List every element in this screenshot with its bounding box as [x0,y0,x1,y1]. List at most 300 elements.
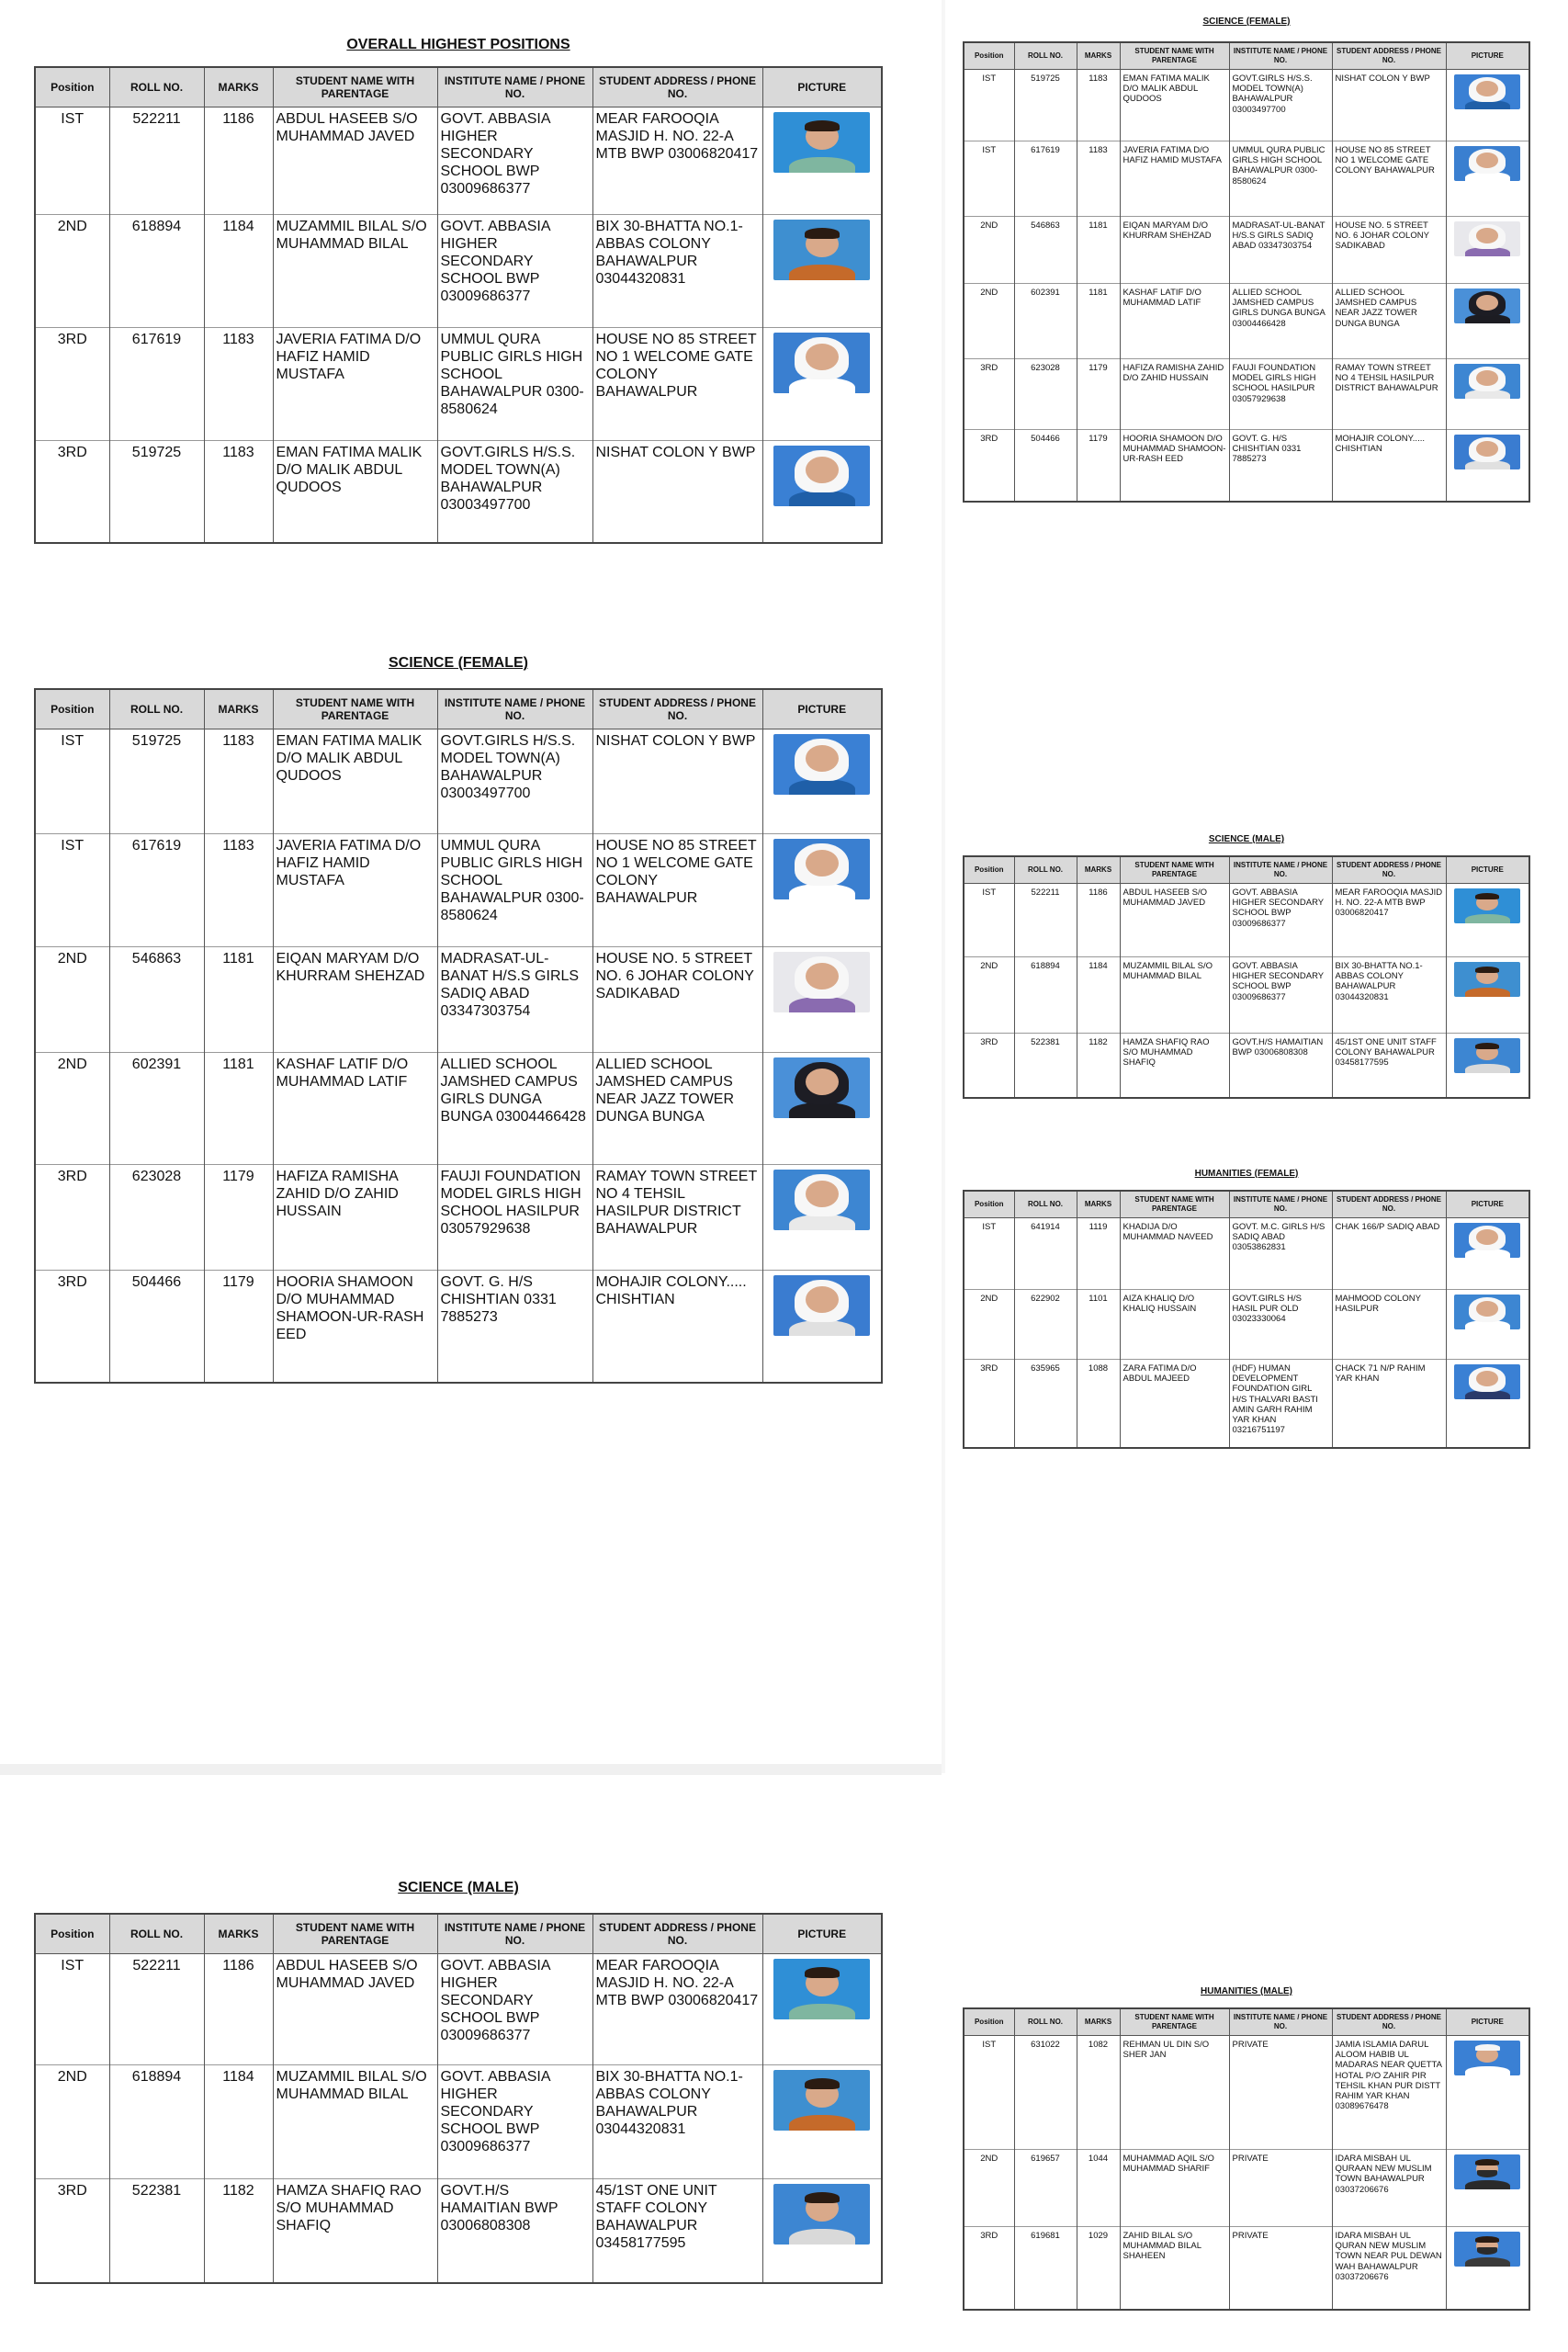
picture-cell [762,328,882,441]
picture-cell [1446,141,1529,217]
student-photo [1454,435,1520,469]
marks-cell: 1186 [1077,884,1120,957]
table-row [35,947,882,1053]
table-row [964,2227,1529,2310]
institute-cell: ALLIED SCHOOL JAMSHED CAMPUS GIRLS DUNGA BUNGA 03004466428 [437,1053,592,1165]
header-address: STUDENT ADDRESS / PHONE NO. [1332,2008,1446,2036]
position-cell: 2ND [35,1053,109,1165]
institute-cell: PRIVATE [1229,2150,1332,2227]
header-roll-no: ROLL NO. [1014,1191,1077,1218]
table-row [35,1954,882,2065]
student-name-cell: EIQAN MARYAM D/O KHURRAM SHEHZAD [273,947,437,1053]
address-cell: BIX 30-BHATTA NO.1-ABBAS COLONY BAHAWALPUR 03044320831 [1332,957,1446,1034]
student-name-cell: JAVERIA FATIMA D/O HAFIZ HAMID MUSTAFA [1120,141,1229,217]
institute-cell: FAUJI FOUNDATION MODEL GIRLS HIGH SCHOOL HASILPUR 03057929638 [437,1165,592,1271]
position-cell: 2ND [964,2150,1014,2227]
marks-cell: 1183 [1077,141,1120,217]
roll-no-cell: 618894 [109,215,204,328]
institute-cell: GOVT.GIRLS H/S.S. MODEL TOWN(A) BAHAWALPUR 03003497700 [1229,70,1332,141]
header-row [964,42,1529,70]
roll-no-cell: 617619 [109,834,204,947]
roll-no-cell: 522381 [1014,1034,1077,1098]
student-photo [773,734,870,795]
humanities-male-panel [963,1986,1530,2311]
student-name-cell: ZARA FATIMA D/O ABDUL MAJEED [1120,1360,1229,1448]
position-cell: 2ND [964,1290,1014,1360]
student-name-cell: ABDUL HASEEB S/O MUHAMMAD JAVED [273,1954,437,2065]
institute-cell: GOVT. ABBASIA HIGHER SECONDARY SCHOOL BWP 03009686377 [1229,957,1332,1034]
header-institute: INSTITUTE NAME / PHONE NO. [1229,2008,1332,2036]
marks-cell: 1082 [1077,2036,1120,2150]
table-row [964,430,1529,502]
panel-title: SCIENCE (FEMALE) [389,655,528,671]
header-position: Position [964,2008,1014,2036]
marks-cell: 1088 [1077,1360,1120,1448]
student-name-cell: MUZAMMIL BILAL S/O MUHAMMAD BILAL [273,215,437,328]
institute-cell: GOVT. ABBASIA HIGHER SECONDARY SCHOOL BWP 03009686377 [437,1954,592,2065]
panel-title: SCIENCE (MALE) [398,1880,519,1895]
address-cell: HOUSE NO 85 STREET NO 1 WELCOME GATE COLONY BAHAWALPUR [1332,141,1446,217]
roll-no-cell: 623028 [109,1165,204,1271]
roll-no-cell: 618894 [109,2065,204,2179]
panel-title: HUMANITIES (MALE) [1201,1986,1292,1996]
table-row [964,1218,1529,1290]
roll-no-cell: 522211 [109,1954,204,2065]
institute-cell: GOVT. M.C. GIRLS H/S SADIQ ABAD 03053862831 [1229,1218,1332,1290]
address-cell: HOUSE NO 85 STREET NO 1 WELCOME GATE COLONY BAHAWALPUR [592,834,762,947]
header-address: STUDENT ADDRESS / PHONE NO. [592,689,762,729]
marks-cell: 1181 [1077,284,1120,359]
table-row [35,834,882,947]
table-row [35,2179,882,2283]
student-photo [773,1959,870,2019]
table-row [35,328,882,441]
address-cell: IDARA MISBAH UL QURAAN NEW MUSLIM TOWN BAHAWALPUR 03037206676 [1332,2150,1446,2227]
header-marks: MARKS [204,1914,273,1954]
institute-cell: GOVT.H/S HAMAITIAN BWP 03006808308 [1229,1034,1332,1098]
marks-cell: 1184 [204,215,273,328]
student-name-cell: EMAN FATIMA MALIK D/O MALIK ABDUL QUDOOS [273,441,437,543]
picture-cell [1446,430,1529,502]
roll-no-cell: 522211 [1014,884,1077,957]
header-student-name: STUDENT NAME WITH PARENTAGE [1120,42,1229,70]
address-cell: MOHAJIR COLONY..... CHISHTIAN [592,1271,762,1383]
marks-cell: 1044 [1077,2150,1120,2227]
address-cell: CHAK 166/P SADIQ ABAD [1332,1218,1446,1290]
institute-cell: GOVT.H/S HAMAITIAN BWP 03006808308 [437,2179,592,2283]
roll-no-cell: 618894 [1014,957,1077,1034]
header-picture: PICTURE [762,67,882,107]
table-row [964,217,1529,284]
position-cell: 3RD [964,2227,1014,2310]
header-roll-no: ROLL NO. [109,67,204,107]
picture-cell [1446,2227,1529,2310]
header-row [964,1191,1529,1218]
roll-no-cell: 623028 [1014,359,1077,430]
student-name-cell: AIZA KHALIQ D/O KHALIQ HUSSAIN [1120,1290,1229,1360]
address-cell: MEAR FAROOQIA MASJID H. NO. 22-A MTB BWP 03006820417 [592,1954,762,2065]
position-cell: 2ND [964,284,1014,359]
results-table [963,2007,1530,2311]
panel-title: SCIENCE (MALE) [1208,834,1285,844]
marks-cell: 1183 [204,441,273,543]
picture-cell [762,947,882,1053]
table-row [35,107,882,215]
marks-cell: 1101 [1077,1290,1120,1360]
header-position: Position [35,67,109,107]
overall-highest-panel [34,37,883,544]
student-photo [773,1057,870,1118]
student-photo [773,446,870,506]
header-marks: MARKS [204,689,273,729]
student-photo [1454,1223,1520,1258]
institute-cell: GOVT. G. H/S CHISHTIAN 0331 7885273 [437,1271,592,1383]
picture-cell [762,729,882,834]
header-address: STUDENT ADDRESS / PHONE NO. [1332,856,1446,884]
header-picture: PICTURE [762,689,882,729]
institute-cell: GOVT. ABBASIA HIGHER SECONDARY SCHOOL BWP 03009686377 [1229,884,1332,957]
student-photo [1454,74,1520,109]
table-row [964,359,1529,430]
address-cell: RAMAY TOWN STREET NO 4 TEHSIL HASILPUR DISTRICT BAHAWALPUR [1332,359,1446,430]
student-name-cell: HAMZA SHAFIQ RAO S/O MUHAMMAD SHAFIQ [1120,1034,1229,1098]
science-female-panel [34,655,883,1384]
position-cell: 3RD [964,359,1014,430]
marks-cell: 1029 [1077,2227,1120,2310]
results-table [963,855,1530,1099]
table-row [964,1360,1529,1448]
institute-cell: GOVT.GIRLS H/S.S. MODEL TOWN(A) BAHAWALPUR 03003497700 [437,729,592,834]
marks-cell: 1184 [1077,957,1120,1034]
header-picture: PICTURE [1446,42,1529,70]
student-name-cell: MUHAMMAD AQIL S/O MUHAMMAD SHARIF [1120,2150,1229,2227]
picture-cell [762,215,882,328]
address-cell: RAMAY TOWN STREET NO 4 TEHSIL HASILPUR DISTRICT BAHAWALPUR [592,1165,762,1271]
address-cell: HOUSE NO. 5 STREET NO. 6 JOHAR COLONY SADIKABAD [1332,217,1446,284]
table-row [964,141,1529,217]
header-student-name: STUDENT NAME WITH PARENTAGE [273,67,437,107]
header-picture: PICTURE [762,1914,882,1954]
address-cell: HOUSE NO 85 STREET NO 1 WELCOME GATE COLONY BAHAWALPUR [592,328,762,441]
header-institute: INSTITUTE NAME / PHONE NO. [437,689,592,729]
position-cell: IST [35,1954,109,2065]
position-cell: 3RD [964,1360,1014,1448]
table-row [35,1165,882,1271]
institute-cell: FAUJI FOUNDATION MODEL GIRLS HIGH SCHOOL HASILPUR 03057929638 [1229,359,1332,430]
roll-no-cell: 619657 [1014,2150,1077,2227]
institute-cell: UMMUL QURA PUBLIC GIRLS HIGH SCHOOL BAHAWALPUR 0300-8580624 [437,834,592,947]
institute-cell: GOVT.GIRLS H/S.S. MODEL TOWN(A) BAHAWALPUR 03003497700 [437,441,592,543]
picture-cell [762,834,882,947]
roll-no-cell: 617619 [109,328,204,441]
header-address: STUDENT ADDRESS / PHONE NO. [1332,42,1446,70]
position-cell: 2ND [35,2065,109,2179]
marks-cell: 1181 [204,1053,273,1165]
header-student-name: STUDENT NAME WITH PARENTAGE [273,1914,437,1954]
roll-no-cell: 504466 [109,1271,204,1383]
humanities-female-panel [963,1169,1530,1449]
header-institute: INSTITUTE NAME / PHONE NO. [1229,856,1332,884]
header-row [35,689,882,729]
header-institute: INSTITUTE NAME / PHONE NO. [437,67,592,107]
address-cell: MOHAJIR COLONY..... CHISHTIAN [1332,430,1446,502]
table-row [964,1034,1529,1098]
picture-cell [1446,1034,1529,1098]
institute-cell: PRIVATE [1229,2227,1332,2310]
header-roll-no: ROLL NO. [1014,856,1077,884]
table-row [35,2065,882,2179]
picture-cell [1446,217,1529,284]
marks-cell: 1179 [204,1271,273,1383]
institute-cell: GOVT. G. H/S CHISHTIAN 0331 7885273 [1229,430,1332,502]
picture-cell [1446,2036,1529,2150]
institute-cell: GOVT.GIRLS H/S HASIL PUR OLD 03023330064 [1229,1290,1332,1360]
position-cell: 3RD [35,2179,109,2283]
address-cell: BIX 30-BHATTA NO.1-ABBAS COLONY BAHAWALPUR 03044320831 [592,215,762,328]
table-row [35,441,882,543]
picture-cell [1446,957,1529,1034]
roll-no-cell: 504466 [1014,430,1077,502]
picture-cell [762,2179,882,2283]
roll-no-cell: 622902 [1014,1290,1077,1360]
student-name-cell: REHMAN UL DIN S/O SHER JAN [1120,2036,1229,2150]
header-address: STUDENT ADDRESS / PHONE NO. [592,1914,762,1954]
position-cell: IST [964,2036,1014,2150]
marks-cell: 1183 [204,834,273,947]
picture-cell [1446,70,1529,141]
header-marks: MARKS [1077,1191,1120,1218]
header-student-name: STUDENT NAME WITH PARENTAGE [1120,2008,1229,2036]
marks-cell: 1181 [1077,217,1120,284]
student-photo [1454,888,1520,923]
student-photo [773,839,870,899]
roll-no-cell: 519725 [109,729,204,834]
address-cell: 45/1ST ONE UNIT STAFF COLONY BAHAWALPUR 03458177595 [1332,1034,1446,1098]
header-address: STUDENT ADDRESS / PHONE NO. [1332,1191,1446,1218]
picture-cell [762,1954,882,2065]
position-cell: IST [964,884,1014,957]
institute-cell: PRIVATE [1229,2036,1332,2150]
roll-no-cell: 602391 [1014,284,1077,359]
student-name-cell: KASHAF LATIF D/O MUHAMMAD LATIF [273,1053,437,1165]
results-table [963,1190,1530,1449]
address-cell: HOUSE NO. 5 STREET NO. 6 JOHAR COLONY SADIKABAD [592,947,762,1053]
science-male-panel [34,1880,883,2284]
header-institute: INSTITUTE NAME / PHONE NO. [1229,1191,1332,1218]
address-cell: MEAR FAROOQIA MASJID H. NO. 22-A MTB BWP 03006820417 [592,107,762,215]
student-photo [773,220,870,280]
panel-title: OVERALL HIGHEST POSITIONS [346,37,570,52]
header-position: Position [964,1191,1014,1218]
marks-cell: 1183 [204,729,273,834]
marks-cell: 1183 [1077,70,1120,141]
picture-cell [1446,2150,1529,2227]
student-photo [1454,2154,1520,2189]
header-picture: PICTURE [1446,1191,1529,1218]
marks-cell: 1182 [1077,1034,1120,1098]
header-position: Position [35,1914,109,1954]
header-marks: MARKS [1077,856,1120,884]
header-row [35,67,882,107]
header-roll-no: ROLL NO. [1014,42,1077,70]
student-photo [773,952,870,1012]
student-photo [773,2184,870,2245]
student-name-cell: HOORIA SHAMOON D/O MUHAMMAD SHAMOON-UR-RASH EED [273,1271,437,1383]
picture-cell [1446,359,1529,430]
roll-no-cell: 546863 [109,947,204,1053]
position-cell: 3RD [35,1271,109,1383]
institute-cell: (HDF) HUMAN DEVELOPMENT FOUNDATION GIRL H/S THALVARI BASTI AMIN GARH RAHIM YAR KHAN 03216751197 [1229,1360,1332,1448]
picture-cell [762,1053,882,1165]
results-table [963,41,1530,503]
student-name-cell: HAFIZA RAMISHA ZAHID D/O ZAHID HUSSAIN [273,1165,437,1271]
roll-no-cell: 635965 [1014,1360,1077,1448]
student-photo [1454,2041,1520,2075]
table-row [964,884,1529,957]
header-address: STUDENT ADDRESS / PHONE NO. [592,67,762,107]
address-cell: IDARA MISBAH UL QURAN NEW MUSLIM TOWN NEAR PUL DEWAN WAH BAHAWALPUR 03037206676 [1332,2227,1446,2310]
student-name-cell: KHADIJA D/O MUHAMMAD NAVEED [1120,1218,1229,1290]
table-row [964,1290,1529,1360]
table-row [964,957,1529,1034]
header-student-name: STUDENT NAME WITH PARENTAGE [1120,1191,1229,1218]
panel-title: SCIENCE (FEMALE) [1202,17,1291,27]
student-name-cell: JAVERIA FATIMA D/O HAFIZ HAMID MUSTAFA [273,328,437,441]
science-male-small-panel [963,834,1530,1099]
position-cell: 3RD [964,430,1014,502]
header-position: Position [35,689,109,729]
student-name-cell: MUZAMMIL BILAL S/O MUHAMMAD BILAL [1120,957,1229,1034]
roll-no-cell: 546863 [1014,217,1077,284]
position-cell: IST [964,1218,1014,1290]
picture-cell [762,107,882,215]
header-student-name: STUDENT NAME WITH PARENTAGE [1120,856,1229,884]
roll-no-cell: 519725 [109,441,204,543]
results-table [34,66,883,544]
marks-cell: 1179 [204,1165,273,1271]
roll-no-cell: 617619 [1014,141,1077,217]
marks-cell: 1119 [1077,1218,1120,1290]
marks-cell: 1184 [204,2065,273,2179]
picture-cell [762,1271,882,1383]
institute-cell: GOVT. ABBASIA HIGHER SECONDARY SCHOOL BWP 03009686377 [437,215,592,328]
marks-cell: 1181 [204,947,273,1053]
position-cell: 2ND [35,215,109,328]
header-row [35,1914,882,1954]
header-marks: MARKS [1077,2008,1120,2036]
header-position: Position [964,42,1014,70]
header-picture: PICTURE [1446,2008,1529,2036]
header-marks: MARKS [1077,42,1120,70]
results-table [34,1913,883,2284]
institute-cell: UMMUL QURA PUBLIC GIRLS HIGH SCHOOL BAHAWALPUR 0300-8580624 [437,328,592,441]
address-cell: NISHAT COLON Y BWP [592,441,762,543]
marks-cell: 1179 [1077,359,1120,430]
student-photo [773,333,870,393]
picture-cell [1446,884,1529,957]
table-row [35,1271,882,1383]
picture-cell [762,441,882,543]
picture-cell [1446,1290,1529,1360]
header-student-name: STUDENT NAME WITH PARENTAGE [273,689,437,729]
header-institute: INSTITUTE NAME / PHONE NO. [1229,42,1332,70]
table-row [35,215,882,328]
marks-cell: 1182 [204,2179,273,2283]
student-name-cell: HOORIA SHAMOON D/O MUHAMMAD SHAMOON-UR-RASH EED [1120,430,1229,502]
header-row [964,2008,1529,2036]
student-photo [1454,962,1520,997]
institute-cell: UMMUL QURA PUBLIC GIRLS HIGH SCHOOL BAHAWALPUR 0300-8580624 [1229,141,1332,217]
roll-no-cell: 519725 [1014,70,1077,141]
student-name-cell: HAFIZA RAMISHA ZAHID D/O ZAHID HUSSAIN [1120,359,1229,430]
roll-no-cell: 602391 [109,1053,204,1165]
position-cell: 3RD [35,441,109,543]
student-photo [1454,2232,1520,2267]
marks-cell: 1179 [1077,430,1120,502]
position-cell: 3RD [35,328,109,441]
roll-no-cell: 522211 [109,107,204,215]
science-female-small-panel [963,17,1530,503]
roll-no-cell: 631022 [1014,2036,1077,2150]
position-cell: IST [964,70,1014,141]
header-roll-no: ROLL NO. [109,689,204,729]
position-cell: 2ND [964,217,1014,284]
student-photo [773,2070,870,2131]
table-row [964,2150,1529,2227]
marks-cell: 1186 [204,1954,273,2065]
student-name-cell: ABDUL HASEEB S/O MUHAMMAD JAVED [1120,884,1229,957]
header-picture: PICTURE [1446,856,1529,884]
institute-cell: GOVT. ABBASIA HIGHER SECONDARY SCHOOL BWP 03009686377 [437,107,592,215]
marks-cell: 1183 [204,328,273,441]
table-row [35,1053,882,1165]
panel-title: HUMANITIES (FEMALE) [1194,1169,1299,1179]
picture-cell [1446,284,1529,359]
results-table [34,688,883,1384]
student-name-cell: KASHAF LATIF D/O MUHAMMAD LATIF [1120,284,1229,359]
header-roll-no: ROLL NO. [1014,2008,1077,2036]
student-photo [1454,364,1520,399]
institute-cell: GOVT. ABBASIA HIGHER SECONDARY SCHOOL BWP 03009686377 [437,2065,592,2179]
student-name-cell: HAMZA SHAFIQ RAO S/O MUHAMMAD SHAFIQ [273,2179,437,2283]
student-photo [1454,221,1520,256]
address-cell: NISHAT COLON Y BWP [592,729,762,834]
table-row [964,70,1529,141]
address-cell: 45/1ST ONE UNIT STAFF COLONY BAHAWALPUR 03458177595 [592,2179,762,2283]
position-cell: IST [35,107,109,215]
address-cell: MAHMOOD COLONY HASILPUR [1332,1290,1446,1360]
student-name-cell: EMAN FATIMA MALIK D/O MALIK ABDUL QUDOOS [1120,70,1229,141]
position-cell: IST [35,834,109,947]
student-photo [1454,146,1520,181]
roll-no-cell: 522381 [109,2179,204,2283]
institute-cell: ALLIED SCHOOL JAMSHED CAMPUS GIRLS DUNGA BUNGA 03004466428 [1229,284,1332,359]
address-cell: CHACK 71 N/P RAHIM YAR KHAN [1332,1360,1446,1448]
table-row [964,284,1529,359]
position-cell: 2ND [964,957,1014,1034]
position-cell: 3RD [35,1165,109,1271]
picture-cell [1446,1218,1529,1290]
student-name-cell: JAVERIA FATIMA D/O HAFIZ HAMID MUSTAFA [273,834,437,947]
position-cell: IST [35,729,109,834]
header-institute: INSTITUTE NAME / PHONE NO. [437,1914,592,1954]
picture-cell [762,1165,882,1271]
table-row [35,729,882,834]
student-photo [1454,1038,1520,1073]
marks-cell: 1186 [204,107,273,215]
student-photo [1454,1295,1520,1329]
student-name-cell: MUZAMMIL BILAL S/O MUHAMMAD BILAL [273,2065,437,2179]
